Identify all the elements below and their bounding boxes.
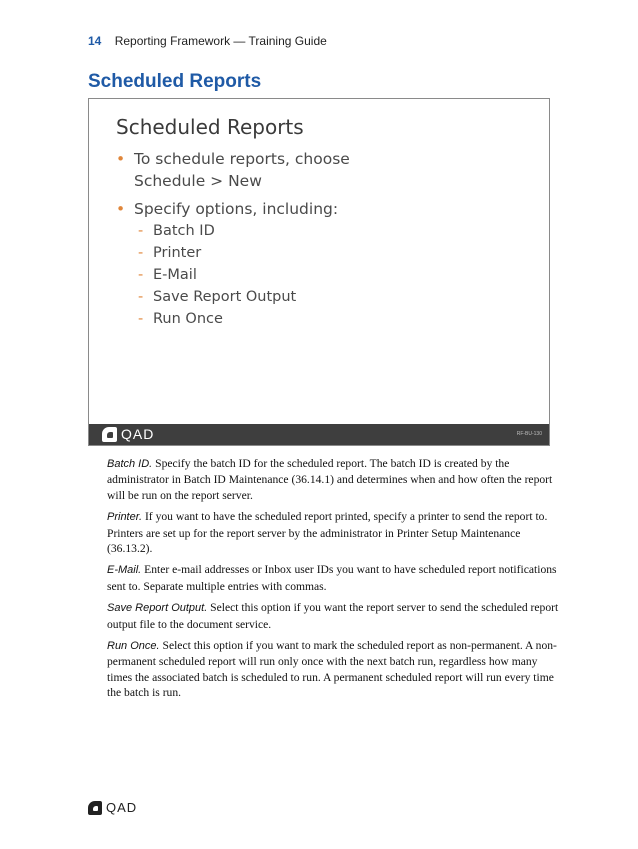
term: Run Once. bbox=[107, 640, 160, 653]
bullet-dot-icon: • bbox=[116, 150, 126, 168]
slide-bullet: • To schedule reports, choose Schedule > New bbox=[116, 150, 350, 190]
descriptions bbox=[107, 456, 562, 707]
qad-logo: QAD bbox=[102, 426, 154, 442]
slide-footer-bar bbox=[89, 424, 549, 445]
term: Batch ID. bbox=[107, 458, 153, 470]
running-title: Reporting Framework — Training Guide bbox=[114, 34, 327, 48]
dash-bullet-icon: - bbox=[138, 223, 144, 239]
slide-bullet-list bbox=[89, 148, 549, 330]
slide-sub-bullet: - Run Once bbox=[89, 308, 549, 330]
description-paragraph: Batch ID. Specify the batch ID for the scheduled report. The batch ID is created by the administrator in Batch ID Maintenance (36.14.1) and determines when and how often the report will be run on the report server. bbox=[107, 457, 553, 502]
qad-logo-icon bbox=[102, 427, 117, 442]
term: E-Mail. bbox=[107, 564, 142, 577]
page-footer-logo: QAD bbox=[88, 800, 137, 815]
section-title: Scheduled Reports bbox=[88, 71, 262, 92]
slide-bullet: • Specify options, including: bbox=[116, 200, 339, 218]
slide-title: Scheduled Reports bbox=[116, 115, 304, 139]
slide-sub-bullet: - Save Report Output bbox=[89, 286, 549, 308]
dash-bullet-icon: - bbox=[138, 245, 144, 261]
slide-image bbox=[88, 98, 550, 446]
description-paragraph: Save Report Output. Select this option if you want the report server to send the scheduled report output file to the document service. bbox=[107, 601, 559, 631]
slide-code: RF-BU-130 bbox=[516, 431, 542, 437]
slide-sub-bullet: - Printer bbox=[89, 242, 549, 264]
description-paragraph: E-Mail. Enter e-mail addresses or Inbox user IDs you want to have scheduled report notifications sent to. Separate multiple entries with commas. bbox=[107, 563, 557, 593]
qad-logo-icon bbox=[88, 801, 102, 815]
dash-bullet-icon: - bbox=[138, 311, 144, 327]
slide-sub-bullet: - Batch ID bbox=[89, 220, 549, 242]
dash-bullet-icon: - bbox=[138, 289, 144, 305]
dash-bullet-icon: - bbox=[138, 267, 144, 283]
slide-sub-bullet: - E-Mail bbox=[89, 264, 549, 286]
description-paragraph: Printer. If you want to have the scheduled report printed, specify a printer to send the report to. Printers are set up for the report server by the administrator in Printer Setup Maintenance (36.13.2). bbox=[107, 510, 548, 556]
page-number: 14 bbox=[88, 34, 102, 48]
bullet-dot-icon: • bbox=[116, 200, 126, 218]
page-header bbox=[88, 34, 327, 50]
term: Printer. bbox=[107, 511, 143, 524]
description-paragraph: Run Once. Select this option if you want to mark the scheduled report as non-permanent. A non-permanent scheduled report will run only once with the next batch run, regardless how many times the associated batch is scheduled to run. A permanent scheduled report will run every time the batch is run. bbox=[107, 639, 557, 700]
term: Save Report Output. bbox=[107, 602, 208, 615]
